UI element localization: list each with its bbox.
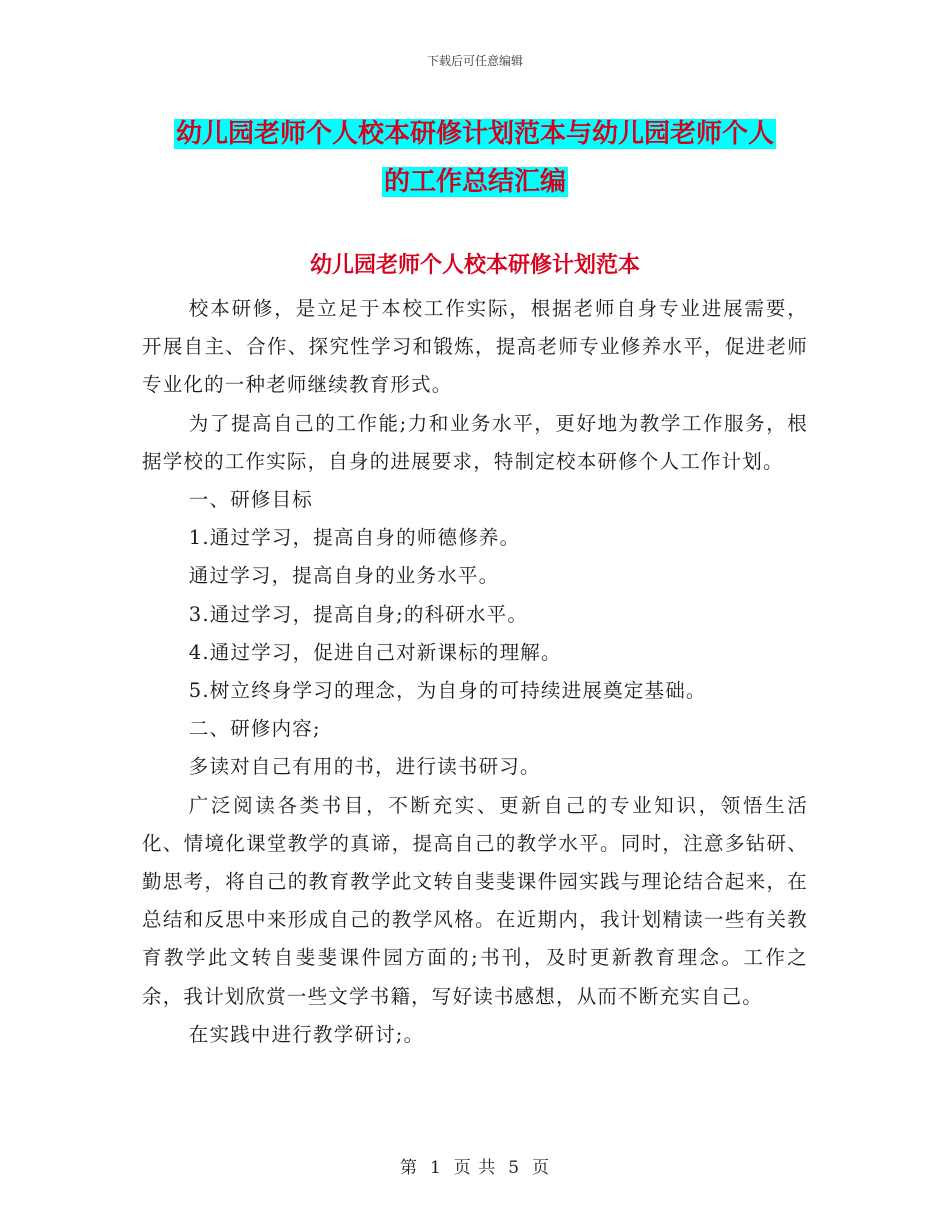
list-item: 通过学习，提高自身的业务水平。: [188, 564, 500, 588]
heading-research-goals: 一、研修目标: [188, 488, 313, 512]
paragraph: 为了提高自己的工作能;力和业务水平，更好地为教学工作服务，根据学校的工作实际，自身的进展要求，特制定校本研修个人工作计划。: [142, 411, 808, 473]
list-item: 4.通过学习，促进自己对新课标的理解。: [188, 640, 562, 664]
document-title-line-2: 的工作总结汇编: [383, 167, 566, 197]
document-body: [142, 290, 808, 1054]
paragraph: 校本研修，是立足于本校工作实际，根据老师自身专业进展需要，开展自主、合作、探究性学习和锻炼，提高老师专业修养水平，促进老师专业化的一种老师继续教育形式。: [142, 297, 808, 397]
document-title: [0, 110, 950, 206]
footer-middle: 页 共: [453, 1158, 497, 1178]
document-title-line-1: 幼儿园老师个人校本研修计划范本与幼儿园老师个人: [175, 119, 774, 149]
page-footer: [0, 1153, 950, 1178]
list-item: 3.通过学习，提高自身;的科研水平。: [188, 602, 529, 626]
header-note: 下载后可任意编辑: [426, 54, 523, 68]
heading-research-content: 二、研修内容;: [188, 717, 321, 741]
footer-suffix: 页: [532, 1158, 551, 1178]
paragraph: 多读对自己有用的书，进行读书研习。: [188, 755, 541, 779]
list-item: 5.树立终身学习的理念，为自身的可持续进展奠定基础。: [188, 679, 707, 703]
list-item: 1.通过学习，提高自身的师德修养。: [188, 526, 521, 550]
paragraph: 在实践中进行教学研讨;。: [188, 1022, 425, 1046]
footer-prefix: 第: [399, 1158, 418, 1178]
paragraph: 广泛阅读各类书目，不断充实、更新自己的专业知识，领悟生活化、情境化课堂教学的真谛，提高自己的教学水平。同时，注意多钻研、勤思考，将自己的教育教学此文转自斐斐课件园实践与理论结合起来，在总结和反思中来形成自己的教学风格。在近期内，我计划精读一些有关教育教学此文转自斐斐课件园方面的;书刊，及时更新教育理念。工作之余，我计划欣赏一些文学书籍，写好读书感想，从而不断充实自己。: [142, 793, 808, 1008]
footer-total-pages: 5: [508, 1158, 521, 1178]
footer-page-number: 1: [429, 1158, 442, 1178]
section-title: 幼儿园老师个人校本研修计划范本: [309, 253, 640, 278]
